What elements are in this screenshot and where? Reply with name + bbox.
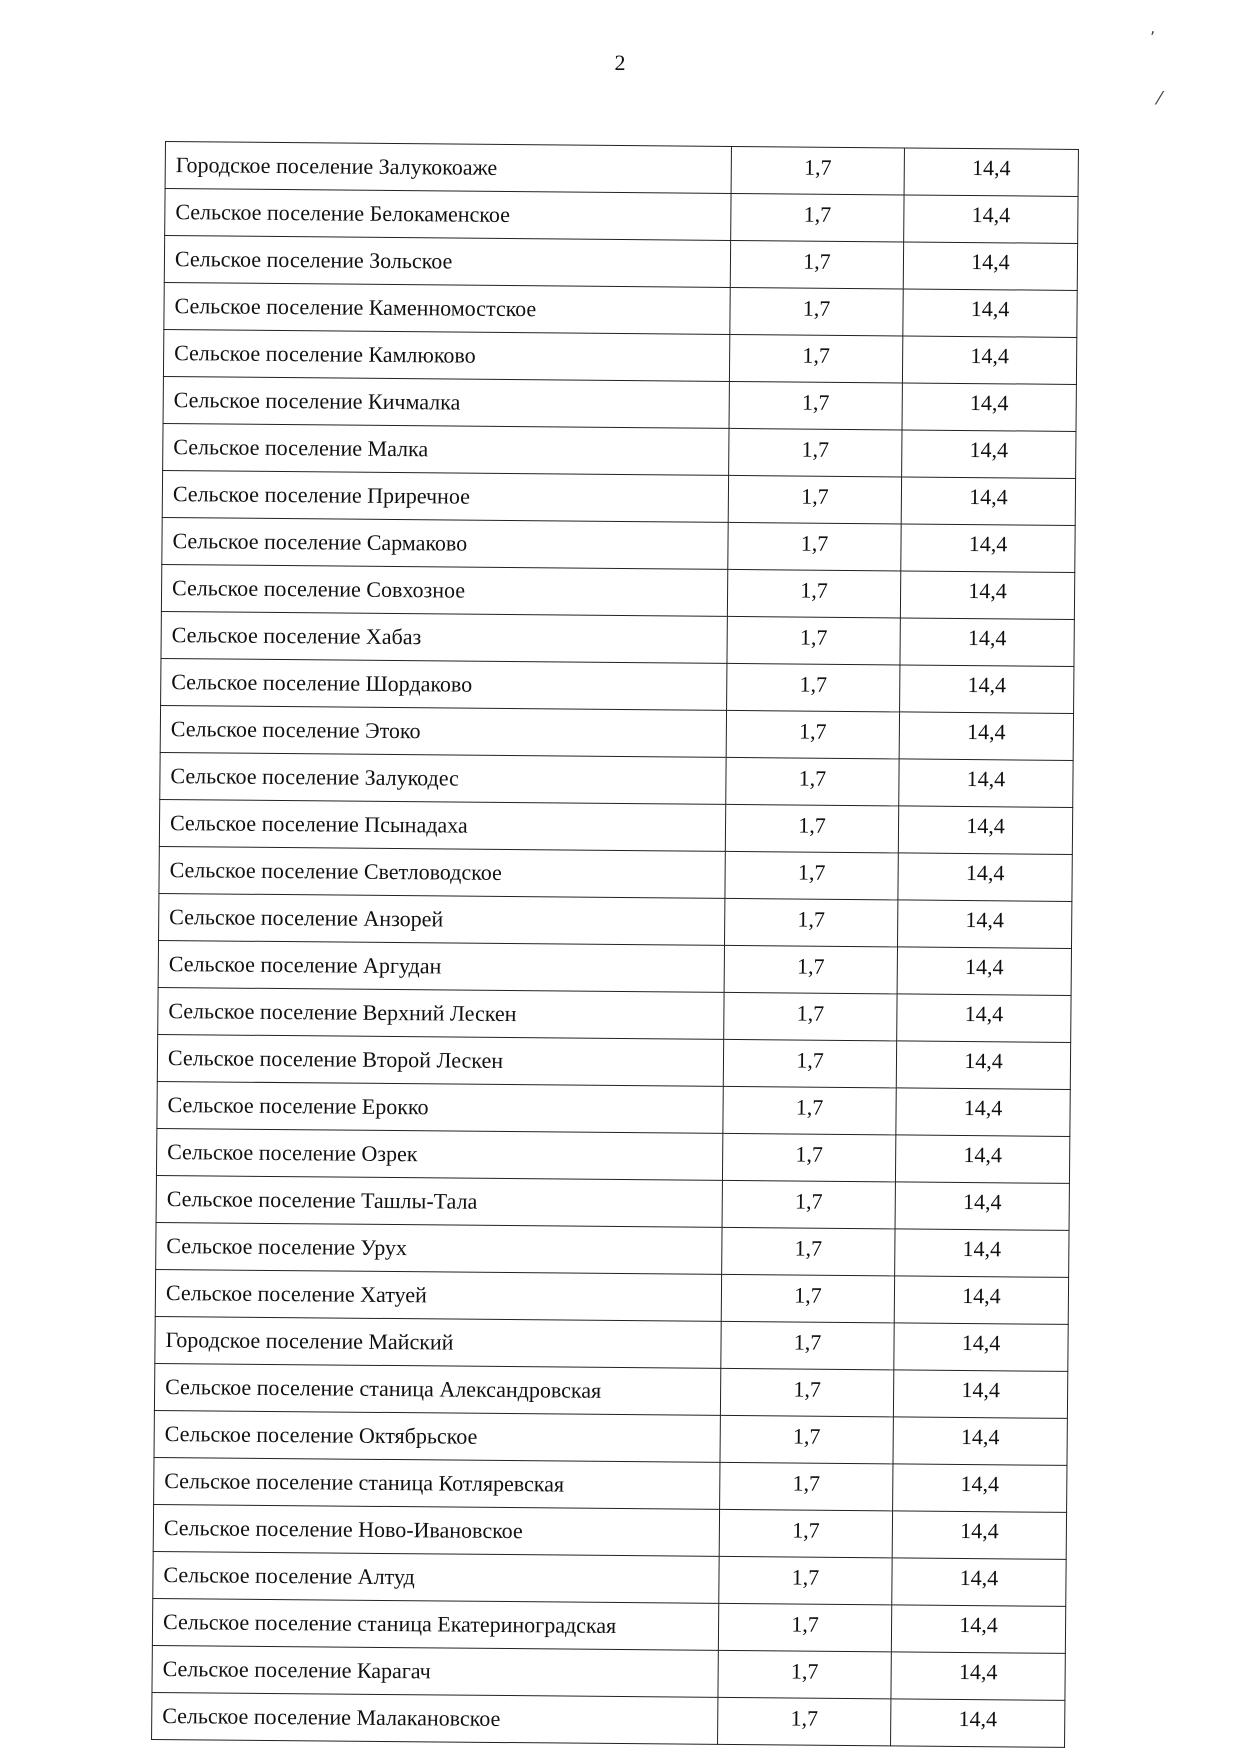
value-1-cell: 1,7 xyxy=(718,1603,891,1652)
value-2-cell: 14,4 xyxy=(893,1417,1067,1466)
table-row xyxy=(165,142,1078,197)
table-row xyxy=(153,1551,1066,1606)
value-1-cell: 1,7 xyxy=(720,1415,893,1464)
settlement-name-cell: Сельское поселение Зольское xyxy=(164,236,730,288)
value-1-cell: 1,7 xyxy=(723,1086,896,1135)
table-body xyxy=(152,142,1079,1748)
table-row xyxy=(161,658,1074,713)
table-container xyxy=(151,141,1065,1748)
value-1-cell: 1,7 xyxy=(722,1133,895,1182)
table-row xyxy=(159,846,1072,901)
value-2-cell: 14,4 xyxy=(902,430,1076,479)
table-row xyxy=(155,1316,1068,1371)
value-2-cell: 14,4 xyxy=(898,806,1072,855)
table-row xyxy=(162,517,1075,572)
value-1-cell: 1,7 xyxy=(719,1509,892,1558)
value-1-cell: 1,7 xyxy=(726,710,899,759)
settlement-name-cell: Сельское поселение Малакановское xyxy=(152,1692,718,1744)
value-1-cell: 1,7 xyxy=(731,146,904,195)
value-1-cell: 1,7 xyxy=(721,1321,894,1370)
scan-artifact-icon: ʼ xyxy=(1150,28,1156,47)
settlement-name-cell: Сельское поселение Ново-Ивановское xyxy=(153,1504,719,1556)
table-row xyxy=(163,329,1076,384)
settlement-name-cell: Сельское поселение Алтуд xyxy=(153,1551,719,1603)
settlement-name-cell: Сельское поселение Озрек xyxy=(156,1128,722,1180)
value-2-cell: 14,4 xyxy=(891,1699,1065,1748)
value-2-cell: 14,4 xyxy=(894,1323,1068,1372)
settlement-name-cell: Сельское поселение Верхний Лескен xyxy=(158,987,724,1039)
table-row xyxy=(158,940,1071,995)
value-2-cell: 14,4 xyxy=(891,1652,1065,1701)
settlement-name-cell: Сельское поселение Анзорей xyxy=(159,893,725,945)
value-1-cell: 1,7 xyxy=(727,663,900,712)
table-row xyxy=(159,799,1072,854)
value-2-cell: 14,4 xyxy=(895,1182,1069,1231)
value-2-cell: 14,4 xyxy=(893,1370,1067,1419)
settlement-name-cell: Сельское поселение Кичмалка xyxy=(163,376,729,428)
table-row xyxy=(161,564,1074,619)
table-row xyxy=(163,376,1076,431)
settlement-name-cell: Сельское поселение станица Котляревская xyxy=(154,1457,720,1509)
settlement-name-cell: Сельское поселение Аргудан xyxy=(158,940,724,992)
value-2-cell: 14,4 xyxy=(897,900,1071,949)
value-2-cell: 14,4 xyxy=(898,853,1072,902)
table-row xyxy=(164,282,1077,337)
table-row xyxy=(164,236,1077,291)
value-1-cell: 1,7 xyxy=(729,381,902,430)
value-2-cell: 14,4 xyxy=(903,242,1077,291)
value-2-cell: 14,4 xyxy=(896,1088,1070,1137)
value-1-cell: 1,7 xyxy=(729,334,902,383)
settlement-name-cell: Сельское поселение Светловодское xyxy=(159,846,725,898)
value-2-cell: 14,4 xyxy=(901,477,1075,526)
table-row xyxy=(159,893,1072,948)
table-row xyxy=(156,1175,1069,1230)
settlement-name-cell: Сельское поселение Октябрьское xyxy=(154,1410,720,1462)
settlement-name-cell: Сельское поселение Белокаменское xyxy=(165,189,731,241)
table-row xyxy=(156,1128,1069,1183)
value-2-cell: 14,4 xyxy=(901,524,1075,573)
value-1-cell: 1,7 xyxy=(725,898,898,947)
value-1-cell: 1,7 xyxy=(720,1368,893,1417)
table-row xyxy=(152,1645,1065,1700)
settlement-name-cell: Городское поселение Залукокоаже xyxy=(165,142,731,194)
value-2-cell: 14,4 xyxy=(900,618,1074,667)
value-1-cell: 1,7 xyxy=(728,475,901,524)
value-1-cell: 1,7 xyxy=(722,1227,895,1276)
value-1-cell: 1,7 xyxy=(723,1039,896,1088)
page-number: 2 xyxy=(614,50,626,75)
value-2-cell: 14,4 xyxy=(902,383,1076,432)
value-2-cell: 14,4 xyxy=(902,336,1076,385)
value-2-cell: 14,4 xyxy=(900,665,1074,714)
table-row xyxy=(158,987,1071,1042)
value-1-cell: 1,7 xyxy=(730,287,903,336)
settlement-name-cell: Сельское поселение станица Екатериноградская xyxy=(152,1598,718,1650)
value-2-cell: 14,4 xyxy=(897,947,1071,996)
value-1-cell: 1,7 xyxy=(724,992,897,1041)
value-2-cell: 14,4 xyxy=(903,289,1077,338)
scan-artifact-icon: ⁄ xyxy=(1158,88,1162,109)
settlements-table xyxy=(151,141,1079,1748)
value-1-cell: 1,7 xyxy=(720,1462,893,1511)
settlement-name-cell: Сельское поселение Урух xyxy=(156,1222,722,1274)
value-1-cell: 1,7 xyxy=(722,1180,895,1229)
value-2-cell: 14,4 xyxy=(899,712,1073,761)
table-row xyxy=(154,1410,1067,1465)
table-row xyxy=(152,1692,1065,1747)
table-row xyxy=(162,470,1075,525)
value-1-cell: 1,7 xyxy=(727,616,900,665)
table-row xyxy=(156,1222,1069,1277)
value-1-cell: 1,7 xyxy=(729,428,902,477)
value-2-cell: 14,4 xyxy=(895,1135,1069,1184)
value-1-cell: 1,7 xyxy=(719,1556,892,1605)
value-2-cell: 14,4 xyxy=(899,759,1073,808)
settlement-name-cell: Сельское поселение Сармаково xyxy=(162,517,728,569)
table-row xyxy=(153,1504,1066,1559)
table-row xyxy=(160,752,1073,807)
value-1-cell: 1,7 xyxy=(721,1274,894,1323)
table-row xyxy=(154,1363,1067,1418)
table-row xyxy=(157,1034,1070,1089)
table-row xyxy=(163,423,1076,478)
value-2-cell: 14,4 xyxy=(904,195,1078,244)
value-2-cell: 14,4 xyxy=(891,1605,1065,1654)
value-1-cell: 1,7 xyxy=(725,851,898,900)
value-2-cell: 14,4 xyxy=(892,1558,1066,1607)
value-2-cell: 14,4 xyxy=(897,994,1071,1043)
value-2-cell: 14,4 xyxy=(894,1276,1068,1325)
table-row xyxy=(154,1457,1067,1512)
table-row xyxy=(155,1269,1068,1324)
value-2-cell: 14,4 xyxy=(895,1229,1069,1278)
settlement-name-cell: Городское поселение Майский xyxy=(155,1316,721,1368)
value-1-cell: 1,7 xyxy=(724,945,897,994)
value-1-cell: 1,7 xyxy=(718,1650,891,1699)
settlement-name-cell: Сельское поселение Ташлы-Тала xyxy=(156,1175,722,1227)
settlement-name-cell: Сельское поселение Карагач xyxy=(152,1645,718,1697)
value-1-cell: 1,7 xyxy=(731,193,904,242)
settlement-name-cell: Сельское поселение Шордаково xyxy=(161,658,727,710)
settlement-name-cell: Сельское поселение Каменномостское xyxy=(164,282,730,334)
settlement-name-cell: Сельское поселение Второй Лескен xyxy=(157,1034,723,1086)
settlement-name-cell: Сельское поселение Малка xyxy=(163,423,729,475)
settlement-name-cell: Сельское поселение станица Александровская xyxy=(154,1363,720,1415)
settlement-name-cell: Сельское поселение Камлюково xyxy=(163,329,729,381)
settlement-name-cell: Сельское поселение Этоко xyxy=(160,705,726,757)
value-1-cell: 1,7 xyxy=(718,1697,891,1746)
value-2-cell: 14,4 xyxy=(900,571,1074,620)
settlement-name-cell: Сельское поселение Ерокко xyxy=(157,1081,723,1133)
value-2-cell: 14,4 xyxy=(904,148,1078,197)
table-row xyxy=(161,611,1074,666)
settlement-name-cell: Сельское поселение Псынадаха xyxy=(159,799,725,851)
value-1-cell: 1,7 xyxy=(725,804,898,853)
value-2-cell: 14,4 xyxy=(896,1041,1070,1090)
settlement-name-cell: Сельское поселение Хатуей xyxy=(155,1269,721,1321)
value-1-cell: 1,7 xyxy=(728,522,901,571)
table-row xyxy=(165,189,1078,244)
value-2-cell: 14,4 xyxy=(892,1511,1066,1560)
value-1-cell: 1,7 xyxy=(727,569,900,618)
value-1-cell: 1,7 xyxy=(726,757,899,806)
table-row xyxy=(157,1081,1070,1136)
settlement-name-cell: Сельское поселение Залукодес xyxy=(160,752,726,804)
settlement-name-cell: Сельское поселение Хабаз xyxy=(161,611,727,663)
settlement-name-cell: Сельское поселение Приречное xyxy=(162,470,728,522)
table-row xyxy=(160,705,1073,760)
table-row xyxy=(152,1598,1065,1653)
value-1-cell: 1,7 xyxy=(730,240,903,289)
settlement-name-cell: Сельское поселение Совхозное xyxy=(161,564,727,616)
value-2-cell: 14,4 xyxy=(893,1464,1067,1513)
